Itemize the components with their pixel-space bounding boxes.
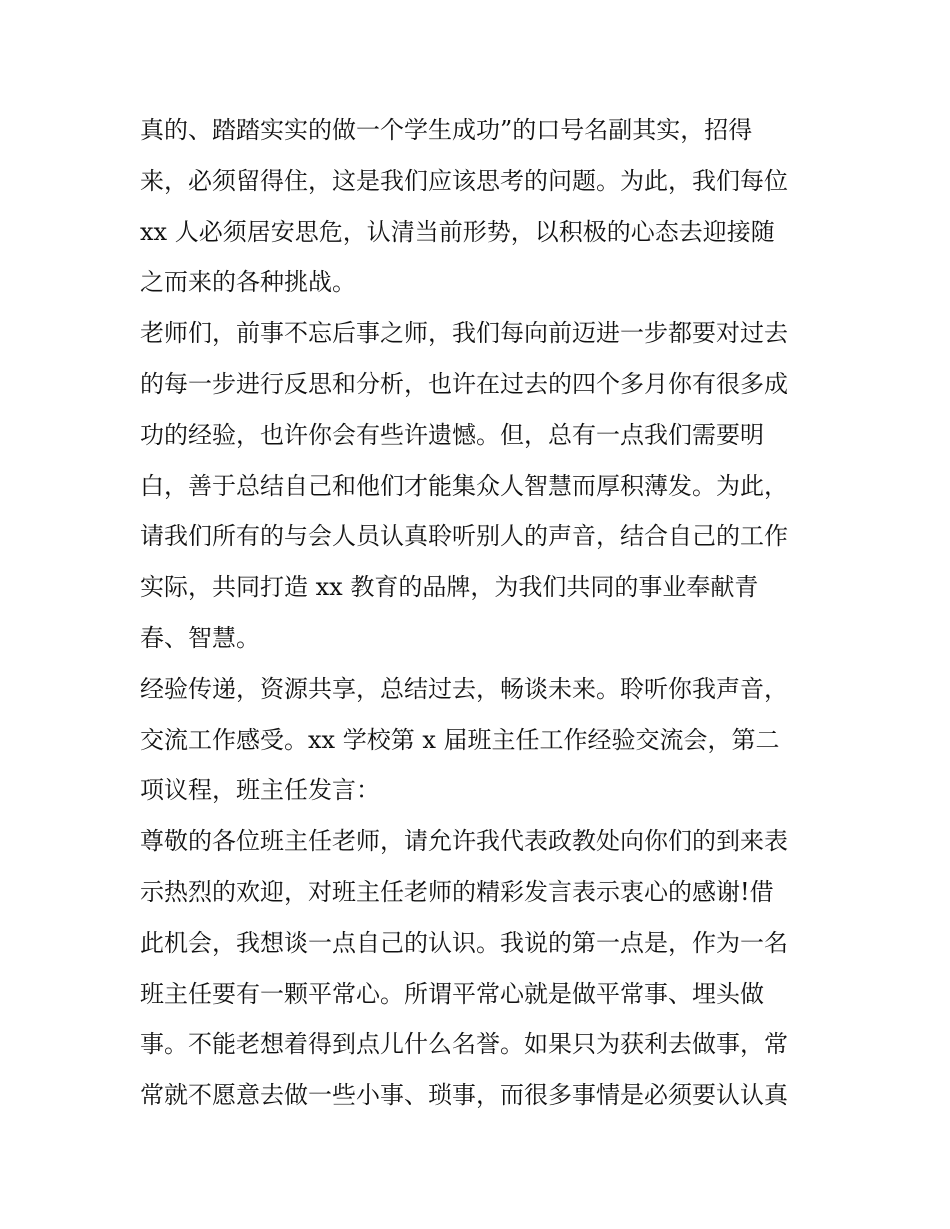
text-line: 交流工作感受。xx 学校第 x 届班主任工作经验交流会，第二	[140, 725, 780, 754]
text-line: xx 人必须居安思危，认清当前形势，以积极的心态去迎接随	[140, 217, 775, 246]
text-line: 白，善于总结自己和他们才能集众人智慧而厚积薄发。为此，	[140, 471, 788, 500]
text-line: 尊敬的各位班主任老师，请允许我代表政教处向你们的到来表	[140, 827, 788, 856]
text-line: 真的、踏踏实实的做一个学生成功”的口号名副其实，招得	[140, 116, 753, 144]
text-line: 事。不能老想着得到点儿什么名誉。如果只为获利去做事，常	[140, 1030, 788, 1059]
text-line: 请我们所有的与会人员认真聆听别人的声音，结合自己的工作	[140, 522, 788, 551]
text-line: 来，必须留得住，这是我们应该思考的问题。为此，我们每位	[140, 166, 788, 195]
text-line: 之而来的各种挑战。	[140, 268, 356, 297]
text-line: 老师们，前事不忘后事之师，我们每向前迈进一步都要对过去	[140, 319, 788, 348]
text-line: 功的经验，也许你会有些许遗憾。但，总有一点我们需要明	[140, 420, 764, 449]
document-body	[140, 105, 820, 1121]
text-line: 常就不愿意去做一些小事、琐事，而很多事情是必须要认认真	[140, 1081, 788, 1110]
text-line: 此机会，我想谈一点自己的认识。我说的第一点是，作为一名	[140, 928, 788, 957]
text-line: 的每一步进行反思和分析，也许在过去的四个多月你有很多成	[140, 369, 788, 398]
text-line: 班主任要有一颗平常心。所谓平常心就是做平常事、埋头做	[140, 979, 764, 1008]
text-line: 项议程，班主任发言：	[140, 776, 380, 805]
text-line: 实际，共同打造 xx 教育的品牌，为我们共同的事业奉献青	[140, 573, 759, 602]
text-line: 示热烈的欢迎，对班主任老师的精彩发言表示衷心的感谢!借	[140, 877, 774, 906]
text-line: 经验传递，资源共享，总结过去，畅谈未来。聆听你我声音，	[140, 674, 788, 703]
text-line: 春、智慧。	[140, 623, 260, 652]
